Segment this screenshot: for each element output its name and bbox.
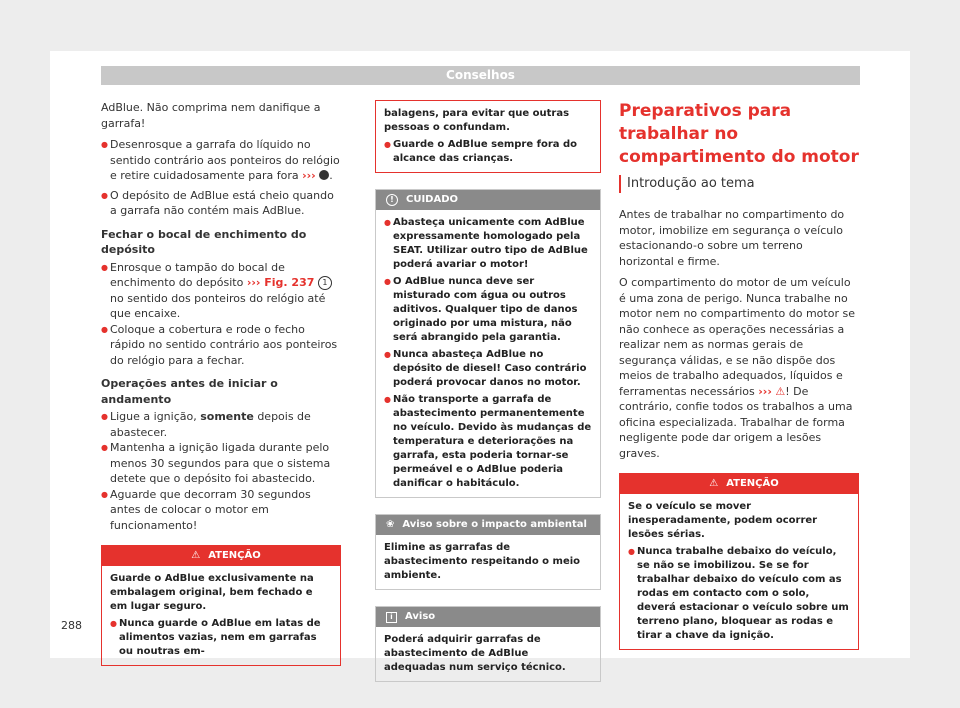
list-item bbox=[101, 409, 341, 440]
warning-list-item: ● Nunca guarde o AdBlue em latas de alimentos vazias, nem em garrafas ou noutras em- bbox=[110, 617, 332, 659]
list-item-text: Ligue a ignição, bbox=[110, 410, 197, 423]
paragraph: AdBlue. Não comprima nem danifique a garrafa! bbox=[101, 101, 321, 130]
warning-list-item: ● Guarde o AdBlue sempre fora do alcance das crianças. bbox=[384, 138, 592, 166]
environment-box-header bbox=[376, 515, 600, 535]
leaf-icon: ❀ bbox=[386, 519, 395, 530]
cross-reference[interactable]: ››› bbox=[758, 384, 772, 398]
subheading: Fechar o bocal de enchimento do depósito bbox=[101, 227, 307, 256]
warning-box-continued bbox=[375, 100, 601, 173]
list-item: ● Mantenha a ignição ligada durante pelo menos 30 segundos para que o sistema detete que o depósito foi abastecido. bbox=[101, 440, 341, 487]
page-number: 288 bbox=[61, 619, 82, 632]
note-box bbox=[375, 606, 601, 682]
warning-text: balagens, para evitar que outras pessoas o confundam. bbox=[384, 108, 570, 133]
warning-text: Guarde o AdBlue exclusivamente na embalagem original, bem fechado e em lugar seguro. bbox=[110, 573, 314, 612]
caution-box bbox=[375, 189, 601, 498]
caution-box-header bbox=[376, 190, 600, 210]
list-item: ● Aguarde que decorram 30 segundos antes de colocar o motor em funcionamento! bbox=[101, 487, 341, 534]
figure-reference[interactable]: ››› Fig. 237 bbox=[246, 276, 315, 289]
warning-box bbox=[619, 473, 859, 650]
list-item-text: Enrosque o tampão do bocal de enchimento do depósito bbox=[110, 260, 285, 289]
warning-title: ATENÇÃO bbox=[726, 478, 779, 489]
list-item bbox=[101, 260, 341, 322]
note-title: Aviso bbox=[405, 611, 436, 622]
paragraph: Antes de trabalhar no compartimento do motor, imobilize em segurança o veículo estacionando-o sobre um terreno horizontal e firme. bbox=[619, 208, 845, 268]
warning-triangle-icon: ⚠ bbox=[191, 550, 201, 561]
paragraph bbox=[619, 275, 859, 461]
caution-list-item: ● Abasteça unicamente com AdBlue expressamente homologado pela SEAT. Utilizar outro tipo de AdBlue poderá avariar o motor! bbox=[384, 216, 592, 272]
list-item: ● Coloque a cobertura e rode o fecho rápido no sentido contrário aos ponteiros do relógio para a fechar. bbox=[101, 322, 341, 369]
list-item-text: depois de abastecer. bbox=[110, 410, 311, 439]
warning-circle-icon bbox=[319, 170, 329, 180]
callout-number: 1 bbox=[318, 276, 332, 290]
environment-title: Aviso sobre o impacto ambiental bbox=[402, 519, 587, 530]
caution-list-item: ● O AdBlue nunca deve ser misturado com água ou outros aditivos. Qualquer tipo de danos originado por uma mistura, não será abrangido pela garantia. bbox=[384, 275, 592, 345]
paragraph-text: ! De contrário, confie todos os trabalhos a uma oficina especializada. Trabalhar de forma negligente pode dar origem a lesões graves. bbox=[619, 384, 853, 460]
list-item: ● O depósito de AdBlue está cheio quando a garrafa não contém mais AdBlue. bbox=[101, 188, 341, 219]
warning-list-item: ● Nunca trabalhe debaixo do veículo, se não se imobilizou. Se se for trabalhar debaixo do veículo com as rodas em contacto com o solo, deverá estacionar o veículo sobre um terreno plano, bloquear as rodas e tirar a chave da ignição. bbox=[628, 545, 850, 643]
cross-reference[interactable]: ››› bbox=[302, 169, 316, 182]
info-circle-icon: ! bbox=[386, 194, 398, 206]
column-2 bbox=[375, 100, 601, 682]
warning-box-header bbox=[620, 474, 858, 494]
section-title: Preparativos para trabalhar no compartimento do motor bbox=[619, 101, 859, 167]
warning-text: Se o veículo se mover inesperadamente, podem ocorrer lesões sérias. bbox=[628, 501, 818, 540]
column-1 bbox=[101, 100, 341, 666]
caution-list-item: ● Não transporte a garrafa de abastecimento permanentemente no veículo. Devido às mudanças de temperatura e deteriorações na garrafa, esta poderia tornar-se permeável e o AdBlue poderia danificar o habitáculo. bbox=[384, 393, 592, 491]
caution-list-item: ● Nunca abasteça AdBlue no depósito de diesel! Caso contrário poderá provocar danos no motor. bbox=[384, 348, 592, 390]
emphasis: somente bbox=[200, 410, 254, 423]
note-text: Poderá adquirir garrafas de abastecimento de AdBlue adequadas num serviço técnico. bbox=[384, 634, 566, 673]
warning-title: ATENÇÃO bbox=[208, 550, 261, 561]
list-item-text: no sentido dos ponteiros do relógio até que encaixe. bbox=[110, 291, 326, 320]
environment-text: Elimine as garrafas de abastecimento respeitando o meio ambiente. bbox=[384, 542, 581, 581]
warning-triangle-icon: ⚠ bbox=[775, 384, 786, 398]
caution-title: CUIDADO bbox=[406, 194, 459, 205]
subsection-title: Introdução ao tema bbox=[619, 175, 859, 193]
subheading: Operações antes de iniciar o andamento bbox=[101, 377, 278, 406]
paragraph-text: O compartimento do motor de um veículo é uma zona de perigo. Nunca trabalhe no motor nem no compartimento do motor se não conhece as operações necessárias a realizar nem as normas gerais de segurança válidas, e se não dispõe dos meios de trabalho adequados, líquidos e ferramentas necessários bbox=[619, 276, 855, 398]
environment-box bbox=[375, 514, 601, 590]
warning-box-header bbox=[102, 546, 340, 566]
column-3 bbox=[619, 100, 859, 650]
warning-triangle-icon: ⚠ bbox=[709, 478, 719, 489]
section-header: Conselhos bbox=[101, 66, 860, 85]
list-item-text: Desenrosque a garrafa do líquido no sentido contrário aos ponteiros do relógio e retire cuidadosamente para fora bbox=[110, 138, 340, 182]
list-item: ● Desenrosque a garrafa do líquido no sentido contrário aos ponteiros do relógio e retire cuidadosamente para fora ››› . bbox=[101, 137, 341, 184]
info-icon: i bbox=[386, 612, 397, 623]
warning-box bbox=[101, 545, 341, 666]
note-box-header bbox=[376, 607, 600, 627]
